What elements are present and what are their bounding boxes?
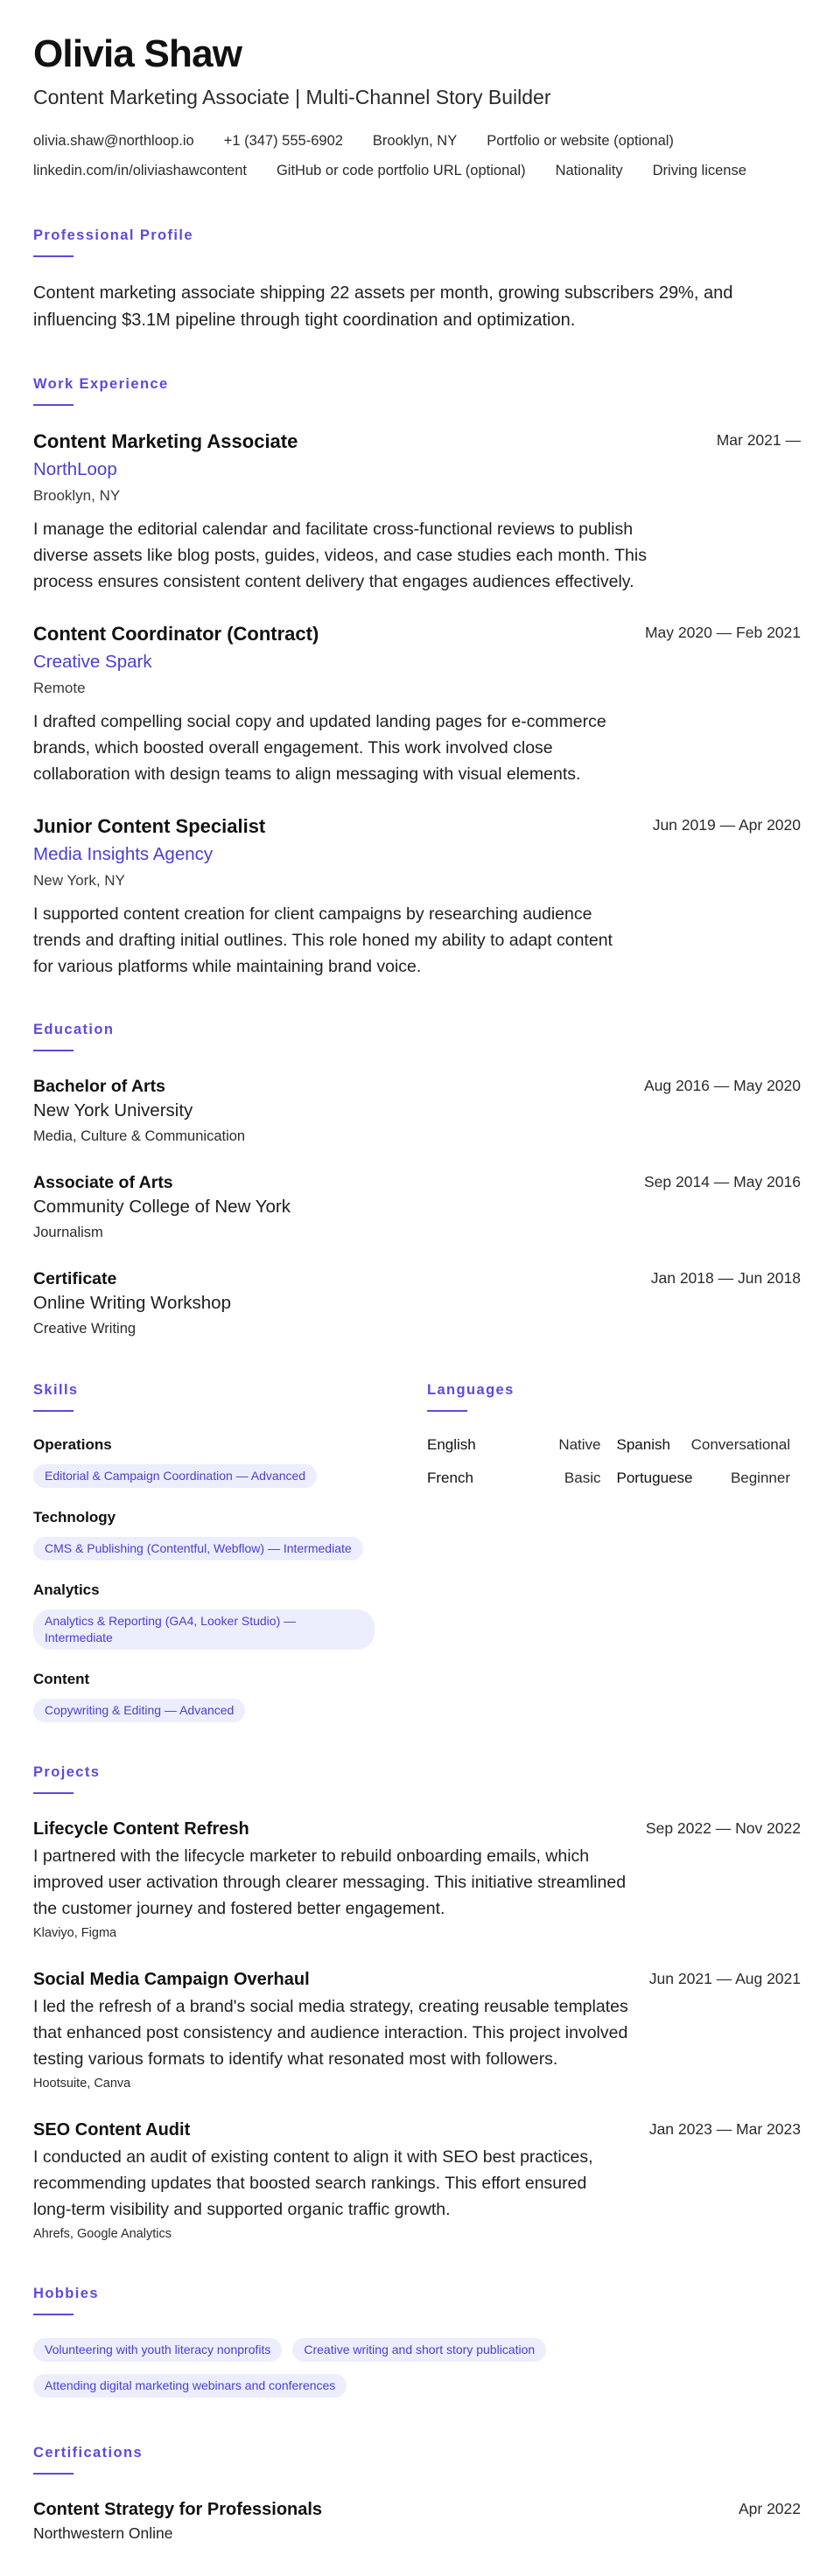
language-list <box>427 1435 790 1489</box>
project-entry <box>33 1967 801 2093</box>
project-entry <box>33 1817 801 1943</box>
project-description: I led the refresh of a brand's social media strategy, creating reusable templates that enhanced post consistency and audience interaction. This project involved testing various formats to identify what resonated most with followers. <box>33 1997 628 2069</box>
project-dates: Jan 2023 — Mar 2023 <box>648 2120 801 2138</box>
job-location: Brooklyn, NY <box>33 487 121 504</box>
school-name: Community College of New York <box>33 1197 291 1217</box>
education-section <box>33 1020 801 1340</box>
hobby-pill: Attending digital marketing webinars and conferences <box>33 2374 347 2398</box>
contact-list <box>33 126 801 185</box>
section-title: Hobbies <box>33 2286 99 2301</box>
contact-linkedin[interactable]: linkedin.com/in/oliviashawcontent <box>33 163 247 178</box>
section-divider <box>33 2473 74 2475</box>
degree: Associate of Arts <box>33 1173 173 1192</box>
job-description: I supported content creation for client campaigns by researching audience trends and drafting initial outlines. This role honed my ability to adapt content for various platforms while maintaining brand voice. <box>33 904 613 976</box>
education-dates: Aug 2016 — May 2020 <box>643 1077 801 1094</box>
language-name: Portuguese <box>616 1470 693 1486</box>
education-entry <box>33 1267 801 1340</box>
education-entry <box>33 1170 801 1244</box>
education-dates: Sep 2014 — May 2016 <box>643 1173 801 1190</box>
hobby-list <box>33 2338 646 2410</box>
skill-group <box>33 1507 427 1560</box>
section-divider <box>33 255 74 257</box>
project-entry <box>33 2118 801 2244</box>
section-divider <box>33 1410 74 1412</box>
skill-group <box>33 1435 427 1488</box>
school-name: Online Writing Workshop <box>33 1293 231 1313</box>
project-tools: Klaviyo, Figma <box>33 1926 117 1940</box>
language-level: Beginner <box>730 1470 790 1486</box>
language-item <box>427 1435 601 1456</box>
projects-section <box>33 1763 801 2244</box>
hobby-pill: Creative writing and short story publication <box>292 2338 546 2362</box>
certification-issuer: Northwestern Online <box>33 2524 173 2542</box>
experience-section <box>33 374 801 980</box>
skills-section <box>33 1380 427 1722</box>
school-name: New York University <box>33 1100 193 1120</box>
job-title: Content Marketing Associate <box>33 430 298 452</box>
contact-driving-license: Driving license <box>652 163 746 178</box>
section-title: Work Experience <box>33 376 169 392</box>
section-title: Languages <box>427 1382 515 1398</box>
certification-name: Content Strategy for Professionals <box>33 2500 323 2519</box>
language-item <box>617 1435 791 1456</box>
language-name: English <box>427 1436 476 1453</box>
language-level: Conversational <box>690 1436 790 1453</box>
experience-entry <box>33 813 801 980</box>
project-dates: Sep 2022 — Nov 2022 <box>645 1819 801 1837</box>
section-divider <box>33 1792 74 1794</box>
section-divider <box>427 1410 467 1412</box>
language-name: French <box>427 1470 473 1486</box>
degree: Bachelor of Arts <box>33 1077 165 1096</box>
profile-text: Content marketing associate shipping 22 assets per month, growing subscribers 29%, and influencing $3.1M pipeline through tight coordination and optimization. <box>33 283 733 330</box>
contact-location: Brooklyn, NY <box>372 133 458 149</box>
section-divider <box>33 404 74 406</box>
company-name: Media Insights Agency <box>33 844 214 864</box>
job-description: I drafted compelling social copy and updated landing pages for e-commerce brands, which boosted overall engagement. This work involved close collaboration with design teams to align messaging with visual elements. <box>33 712 606 784</box>
project-tools: Ahrefs, Google Analytics <box>33 2227 172 2241</box>
language-level: Basic <box>564 1470 601 1486</box>
company-name: Creative Spark <box>33 652 152 672</box>
skill-category: Operations <box>33 1436 112 1453</box>
language-name: Spanish <box>616 1436 670 1453</box>
skill-pill: Analytics & Reporting (GA4, Looker Studio) — Intermediate <box>33 1609 375 1650</box>
certification-entry <box>33 2497 801 2545</box>
experience-entry <box>33 429 801 595</box>
project-description: I conducted an audit of existing content to align it with SEO best practices, recommending updates that boosted search rankings. This effort ensured long-term visibility and supported organic traffic growth. <box>33 2147 593 2219</box>
education-entry <box>33 1074 801 1148</box>
field-of-study: Journalism <box>33 1225 103 1240</box>
skill-pill: Editorial & Campaign Coordination — Advanced <box>33 1464 317 1488</box>
degree: Certificate <box>33 1269 117 1288</box>
candidate-name: Olivia Shaw <box>33 32 242 75</box>
project-description: I partnered with the lifecycle marketer to rebuild onboarding emails, which improved user activation through clearer messaging. This initiative streamlined the customer journey and fostered better engagement. <box>33 1846 627 1918</box>
project-dates: Jun 2021 — Aug 2021 <box>648 1970 801 1987</box>
job-description: I manage the editorial calendar and facilitate cross-functional reviews to publish diverse assets like blog posts, guides, videos, and case studies each month. This process ensures consistent content delivery that engages audiences effectively. <box>33 520 647 591</box>
skill-pill: Copywriting & Editing — Advanced <box>33 1699 245 1722</box>
field-of-study: Creative Writing <box>33 1321 137 1337</box>
field-of-study: Media, Culture & Communication <box>33 1128 246 1144</box>
project-tools: Hootsuite, Canva <box>33 2077 131 2091</box>
hobbies-section <box>33 2284 801 2410</box>
language-item <box>617 1468 791 1489</box>
languages-section <box>427 1380 790 1722</box>
skill-pill: CMS & Publishing (Contentful, Webflow) — Intermediate <box>33 1537 363 1560</box>
section-title: Skills <box>33 1382 79 1398</box>
section-divider <box>33 1050 74 1051</box>
certifications-section <box>33 2443 801 2545</box>
skill-category: Content <box>33 1671 90 1687</box>
skills-languages-row <box>33 1380 801 1722</box>
contact-github[interactable]: GitHub or code portfolio URL (optional) <box>276 163 526 178</box>
project-name: Social Media Campaign Overhaul <box>33 1970 310 1989</box>
job-dates: Mar 2021 — <box>716 431 801 449</box>
language-item <box>427 1468 601 1489</box>
job-location: New York, NY <box>33 872 125 889</box>
skill-group <box>33 1580 427 1650</box>
hobby-pill: Volunteering with youth literacy nonprofits <box>33 2338 282 2362</box>
language-level: Native <box>558 1436 601 1453</box>
job-title: Content Coordinator (Contract) <box>33 623 319 645</box>
job-title: Junior Content Specialist <box>33 815 266 837</box>
company-name: NorthLoop <box>33 459 117 479</box>
skill-category: Analytics <box>33 1581 100 1598</box>
section-title: Education <box>33 1022 115 1037</box>
candidate-tagline: Content Marketing Associate | Multi-Channel Story Builder <box>33 86 551 108</box>
contact-portfolio[interactable]: Portfolio or website (optional) <box>487 133 674 149</box>
skill-group <box>33 1669 427 1722</box>
contact-nationality: Nationality <box>555 163 623 178</box>
profile-section <box>33 226 801 334</box>
contact-email[interactable]: olivia.shaw@northloop.io <box>33 133 194 149</box>
experience-entry <box>33 621 801 787</box>
job-location: Remote <box>33 680 86 696</box>
section-divider <box>33 2314 74 2315</box>
skill-category: Technology <box>33 1509 116 1525</box>
certification-date: Apr 2022 <box>738 2500 801 2517</box>
job-dates: May 2020 — Feb 2021 <box>644 624 801 641</box>
project-name: SEO Content Audit <box>33 2120 191 2140</box>
job-dates: Jun 2019 — Apr 2020 <box>652 816 801 834</box>
section-title: Certifications <box>33 2445 144 2461</box>
section-title: Projects <box>33 1764 101 1780</box>
project-name: Lifecycle Content Refresh <box>33 1819 249 1839</box>
section-title: Professional Profile <box>33 227 193 243</box>
education-dates: Jan 2018 — Jun 2018 <box>650 1269 801 1287</box>
contact-phone[interactable]: +1 (347) 555-6902 <box>223 133 343 149</box>
